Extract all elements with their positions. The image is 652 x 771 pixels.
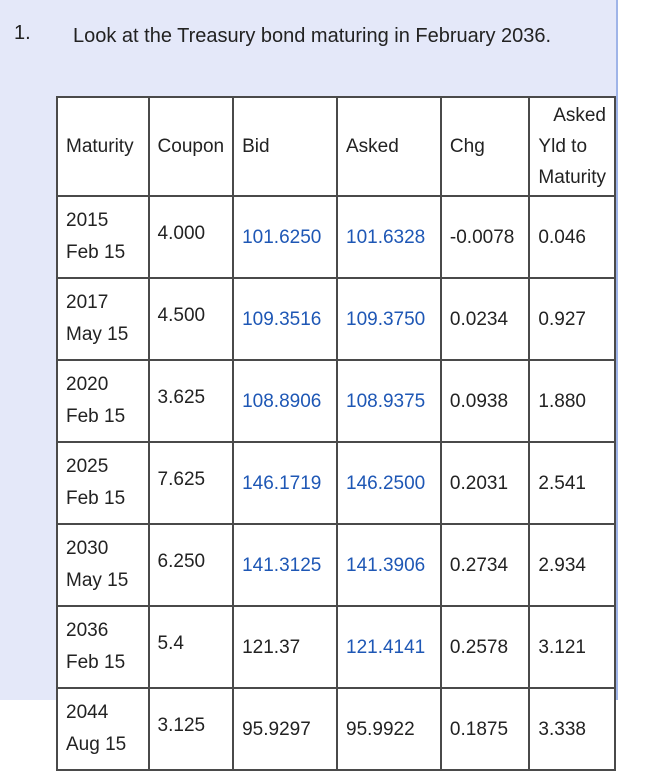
header-asked-yld-line3: Maturity (538, 167, 606, 188)
table-header-row (57, 97, 615, 196)
table-row (57, 442, 615, 524)
asked-yld-cell: 3.121 (529, 606, 615, 688)
chg-cell: 0.0938 (441, 360, 530, 442)
table-row (57, 360, 615, 442)
header-maturity: Maturity (57, 97, 149, 196)
asked-cell[interactable]: 109.3750 (337, 278, 441, 360)
bid-cell: 95.9297 (233, 688, 337, 770)
header-asked-yld-to-maturity (529, 97, 615, 196)
maturity-year: 2015 (66, 210, 109, 231)
header-asked-yld-line1: Asked (553, 105, 606, 126)
chg-cell: 0.2031 (441, 442, 530, 524)
maturity-cell (57, 688, 149, 770)
maturity-year: 2044 (66, 702, 109, 723)
chg-cell: 0.2578 (441, 606, 530, 688)
asked-cell: 95.9922 (337, 688, 441, 770)
asked-cell[interactable]: 101.6328 (337, 196, 441, 278)
maturity-year: 2036 (66, 620, 109, 641)
table-row (57, 278, 615, 360)
maturity-cell (57, 442, 149, 524)
coupon-cell: 7.625 (149, 442, 234, 524)
header-chg: Chg (441, 97, 530, 196)
chg-cell: 0.0234 (441, 278, 530, 360)
maturity-date: Feb 15 (66, 652, 126, 673)
chg-cell: 0.1875 (441, 688, 530, 770)
asked-yld-cell: 0.927 (529, 278, 615, 360)
maturity-cell (57, 524, 149, 606)
maturity-date: Aug 15 (66, 734, 127, 755)
bid-cell[interactable]: 108.8906 (233, 360, 337, 442)
header-asked: Asked (337, 97, 441, 196)
maturity-year: 2030 (66, 538, 109, 559)
header-coupon: Coupon (149, 97, 234, 196)
asked-cell[interactable]: 146.2500 (337, 442, 441, 524)
coupon-cell: 3.625 (149, 360, 234, 442)
bid-cell[interactable]: 101.6250 (233, 196, 337, 278)
table-body (57, 196, 615, 770)
chg-cell: -0.0078 (441, 196, 530, 278)
maturity-cell (57, 278, 149, 360)
maturity-year: 2025 (66, 456, 109, 477)
maturity-cell (57, 196, 149, 278)
asked-yld-cell: 1.880 (529, 360, 615, 442)
coupon-cell: 4.500 (149, 278, 234, 360)
table-row (57, 606, 615, 688)
bid-cell[interactable]: 146.1719 (233, 442, 337, 524)
question-text: Look at the Treasury bond maturing in February 2036. (73, 25, 552, 47)
asked-yld-cell: 2.541 (529, 442, 615, 524)
asked-cell[interactable]: 121.4141 (337, 606, 441, 688)
maturity-date: May 15 (66, 570, 129, 591)
maturity-date: May 15 (66, 324, 129, 345)
maturity-cell (57, 360, 149, 442)
table-row (57, 688, 615, 770)
maturity-year: 2020 (66, 374, 109, 395)
asked-yld-cell: 0.046 (529, 196, 615, 278)
bid-cell[interactable]: 141.3125 (233, 524, 337, 606)
asked-cell[interactable]: 141.3906 (337, 524, 441, 606)
coupon-cell: 6.250 (149, 524, 234, 606)
bid-cell: 121.37 (233, 606, 337, 688)
maturity-cell (57, 606, 149, 688)
bid-cell[interactable]: 109.3516 (233, 278, 337, 360)
table-row (57, 196, 615, 278)
coupon-cell: 4.000 (149, 196, 234, 278)
maturity-date: Feb 15 (66, 406, 126, 427)
asked-cell[interactable]: 108.9375 (337, 360, 441, 442)
maturity-date: Feb 15 (66, 242, 126, 263)
treasury-bond-table (56, 96, 616, 771)
coupon-cell: 3.125 (149, 688, 234, 770)
header-asked-yld-line2: Yld to (538, 136, 588, 157)
header-bid: Bid (233, 97, 337, 196)
coupon-cell: 5.4 (149, 606, 234, 688)
question-number: 1. (14, 22, 31, 44)
maturity-date: Feb 15 (66, 488, 126, 509)
maturity-year: 2017 (66, 292, 109, 313)
table-row (57, 524, 615, 606)
asked-yld-cell: 2.934 (529, 524, 615, 606)
chg-cell: 0.2734 (441, 524, 530, 606)
asked-yld-cell: 3.338 (529, 688, 615, 770)
